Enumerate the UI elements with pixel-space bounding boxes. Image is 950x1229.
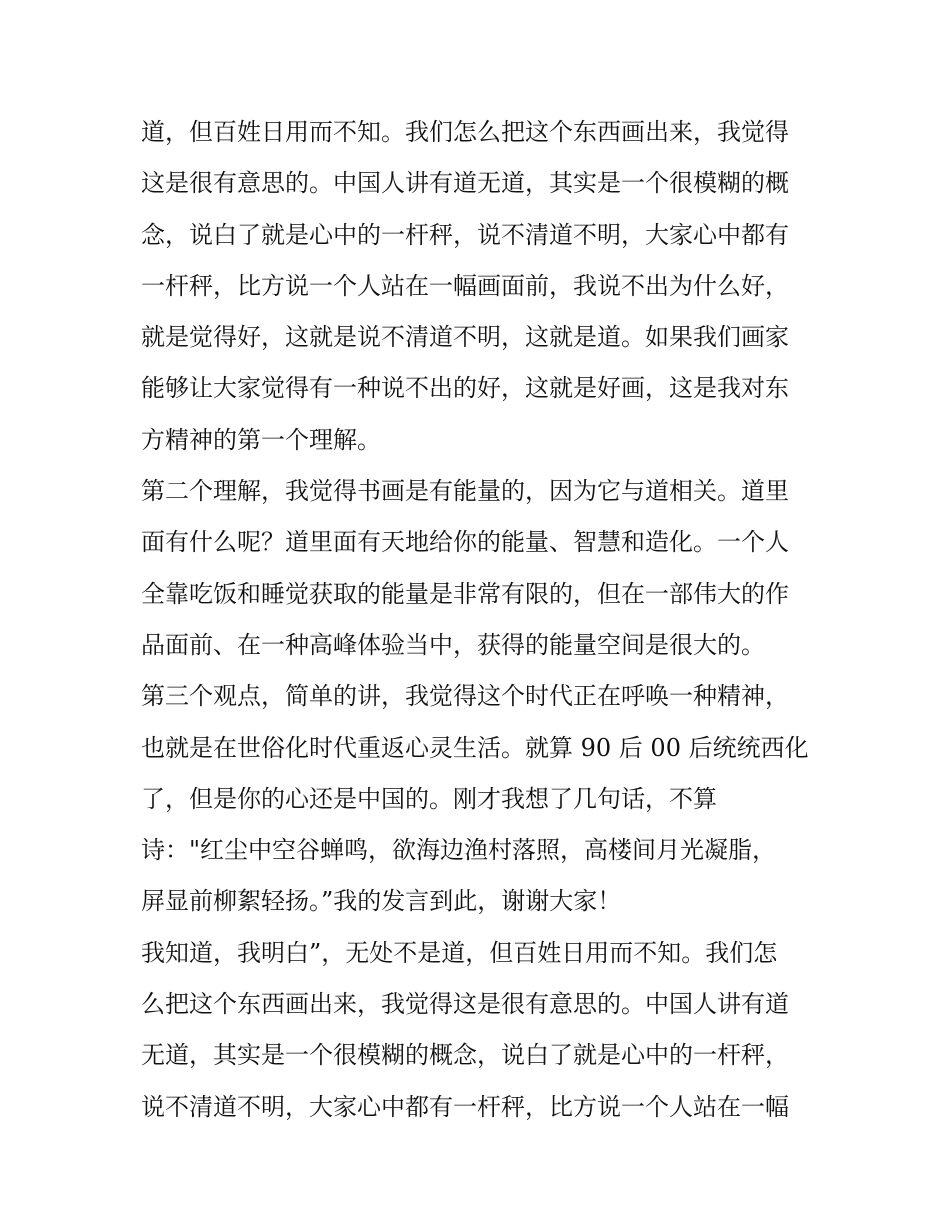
- text-line: 也就是在世俗化时代重返心灵生活。就算 90 后 00 后统统西化: [141, 733, 809, 762]
- body-text: [141, 107, 813, 1133]
- text-line: 么把这个东西画出来，我觉得这是很有意思的。中国人讲有道: [141, 990, 789, 1019]
- text-line: 道，但百姓日用而不知。我们怎么把这个东西画出来，我觉得: [141, 118, 789, 146]
- text-line: 这是很有意思的。中国人讲有道无道，其实是一个很模糊的概: [141, 169, 789, 198]
- text-line: 屏显前柳絮轻扬。”我的发言到此，谢谢大家！: [141, 887, 622, 916]
- text-line: 能够让大家觉得有一种说不出的好，这就是好画，这是我对东: [141, 374, 789, 403]
- text-line: 无道，其实是一个很模糊的概念，说白了就是心中的一杆秤，: [141, 1041, 789, 1070]
- text-line: 诗："红尘中空谷蝉鸣，欲海边渔村落照，高楼间月光凝脂，: [141, 836, 777, 865]
- text-line: 了，但是你的心还是中国的。刚才我想了几句话，不算: [141, 784, 717, 813]
- text-line: 说不清道不明，大家心中都有一杆秤，比方说一个人站在一幅: [141, 1092, 789, 1121]
- text-line: 我知道，我明白”，无处不是道，但百姓日用而不知。我们怎: [141, 938, 778, 967]
- text-line: 第二个理解，我觉得书画是有能量的，因为它与道相关。道里: [141, 477, 789, 506]
- text-line: 念，说白了就是心中的一杆秤，说不清道不明，大家心中都有: [141, 220, 789, 249]
- text-line: 面有什么呢？道里面有天地给你的能量、智慧和造化。一个人: [141, 528, 789, 557]
- text-line: 就是觉得好，这就是说不清道不明，这就是道。如果我们画家: [141, 323, 789, 352]
- text-line: 一杆秤，比方说一个人站在一幅画面前，我说不出为什么好，: [141, 271, 789, 300]
- text-line: 方精神的第一个理解。: [141, 425, 381, 454]
- text-line: 品面前、在一种高峰体验当中，获得的能量空间是很大的。: [141, 630, 765, 659]
- text-line: 全靠吃饭和睡觉获取的能量是非常有限的，但在一部伟大的作: [141, 579, 789, 608]
- text-line: 第三个观点，简单的讲，我觉得这个时代正在呼唤一种精神，: [141, 682, 789, 711]
